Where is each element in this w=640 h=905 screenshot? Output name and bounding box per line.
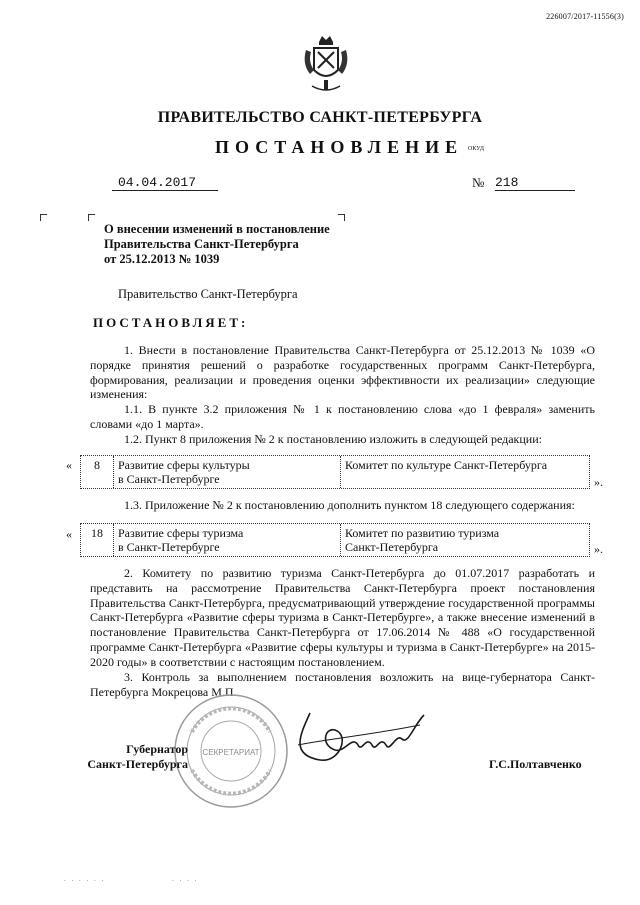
number-sign: №	[472, 175, 485, 190]
handwritten-signature	[280, 705, 430, 775]
table-cell-program: Развитие сферы туризма в Санкт-Петербурге	[114, 524, 341, 556]
paragraph-1-3: 1.3. Приложение № 2 к постановлению дополнить пунктом 18 следующего содержания:	[124, 498, 575, 512]
open-quote: «	[66, 527, 72, 541]
close-quote: ».	[594, 475, 603, 489]
table-cell-executor: Комитет по культуре Санкт-Петербурга	[345, 458, 548, 472]
seal-text: СЕКРЕТАРИАТ	[202, 748, 260, 757]
table-cell-number: 18	[81, 524, 114, 556]
signatory-role: Губернатор Санкт-Петербурга	[87, 742, 188, 771]
table-cell-executor: Комитет по развитию туризма Санкт-Петербурга	[345, 526, 500, 554]
paragraph-3: 3. Контроль за выполнением постановления возложить на вице-губернатора Санкт-Петербурга Мокрецова М.П.	[90, 670, 595, 699]
coat-of-arms-icon	[302, 34, 350, 94]
decree-number: 218	[495, 175, 575, 191]
margin-corner-mark	[88, 214, 95, 221]
amendment-table-row-18	[80, 523, 590, 557]
amendment-table-row-8	[80, 455, 590, 489]
signatory-name: Г.С.Полтавченко	[489, 757, 582, 771]
official-seal-icon	[172, 692, 290, 810]
paragraph-1: 1. Внести в постановление Правительства Санкт-Петербурга от 25.12.2013 № 1039 «О порядке принятия решений о разработке государственных программ Санкт-Петербурга, формирования, реализации и проведения оценки эффективности их реализации» следующие изменения:	[90, 343, 595, 402]
government-title: ПРАВИТЕЛЬСТВО САНКТ-ПЕТЕРБУРГА	[157, 109, 483, 126]
margin-corner-mark	[40, 214, 47, 221]
decides-heading: ПОСТАНОВЛЯЕТ:	[93, 315, 249, 330]
decree-subject: О внесении изменений в постановление Правительства Санкт-Петербурга от 25.12.2013 № 1039	[104, 222, 330, 266]
close-quote: ».	[594, 542, 603, 556]
table-cell-number: 8	[81, 456, 114, 488]
footer-marks: . . . .	[172, 875, 199, 883]
okud-label: ОКУД	[468, 146, 484, 152]
decree-title: ПОСТАНОВЛЕНИЕ	[215, 137, 464, 157]
preamble: Правительство Санкт-Петербурга	[118, 287, 298, 301]
paragraph-1-2: 1.2. Пункт 8 приложения № 2 к постановлению изложить в следующей редакции:	[124, 432, 542, 446]
margin-corner-mark	[338, 214, 345, 221]
document-registration-id: 226007/2017-11556(3)	[546, 12, 624, 21]
footer-marks: . . . . . .	[64, 875, 106, 883]
paragraph-2: 2. Комитету по развитию туризма Санкт-Петербурга до 01.07.2017 разработать и представить на рассмотрение Правительства Санкт-Петербурга проект постановления Правительства Санкт-Петербурга, предусматривающий утверждение государственной программы Санкт-Петербурга «Развитие сферы туризма в Санкт-Петербурге», а также внесение изменений в постановление Правительства Санкт-Петербурга от 17.06.2014 № 488 «О государственной программе Санкт-Петербурга «Развитие сферы культуры и туризма в Санкт-Петербурге» на 2015-2020 годы» в соответствии с настоящим постановлением.	[90, 566, 595, 669]
decree-date: 04.04.2017	[112, 175, 218, 191]
paragraph-1-1: 1.1. В пункте 3.2 приложения № 1 к постановлению слова «до 1 февраля» заменить словами «до 1 марта».	[90, 402, 595, 431]
open-quote: «	[66, 458, 72, 472]
table-cell-program: Развитие сферы культуры в Санкт-Петербурге	[114, 456, 341, 488]
